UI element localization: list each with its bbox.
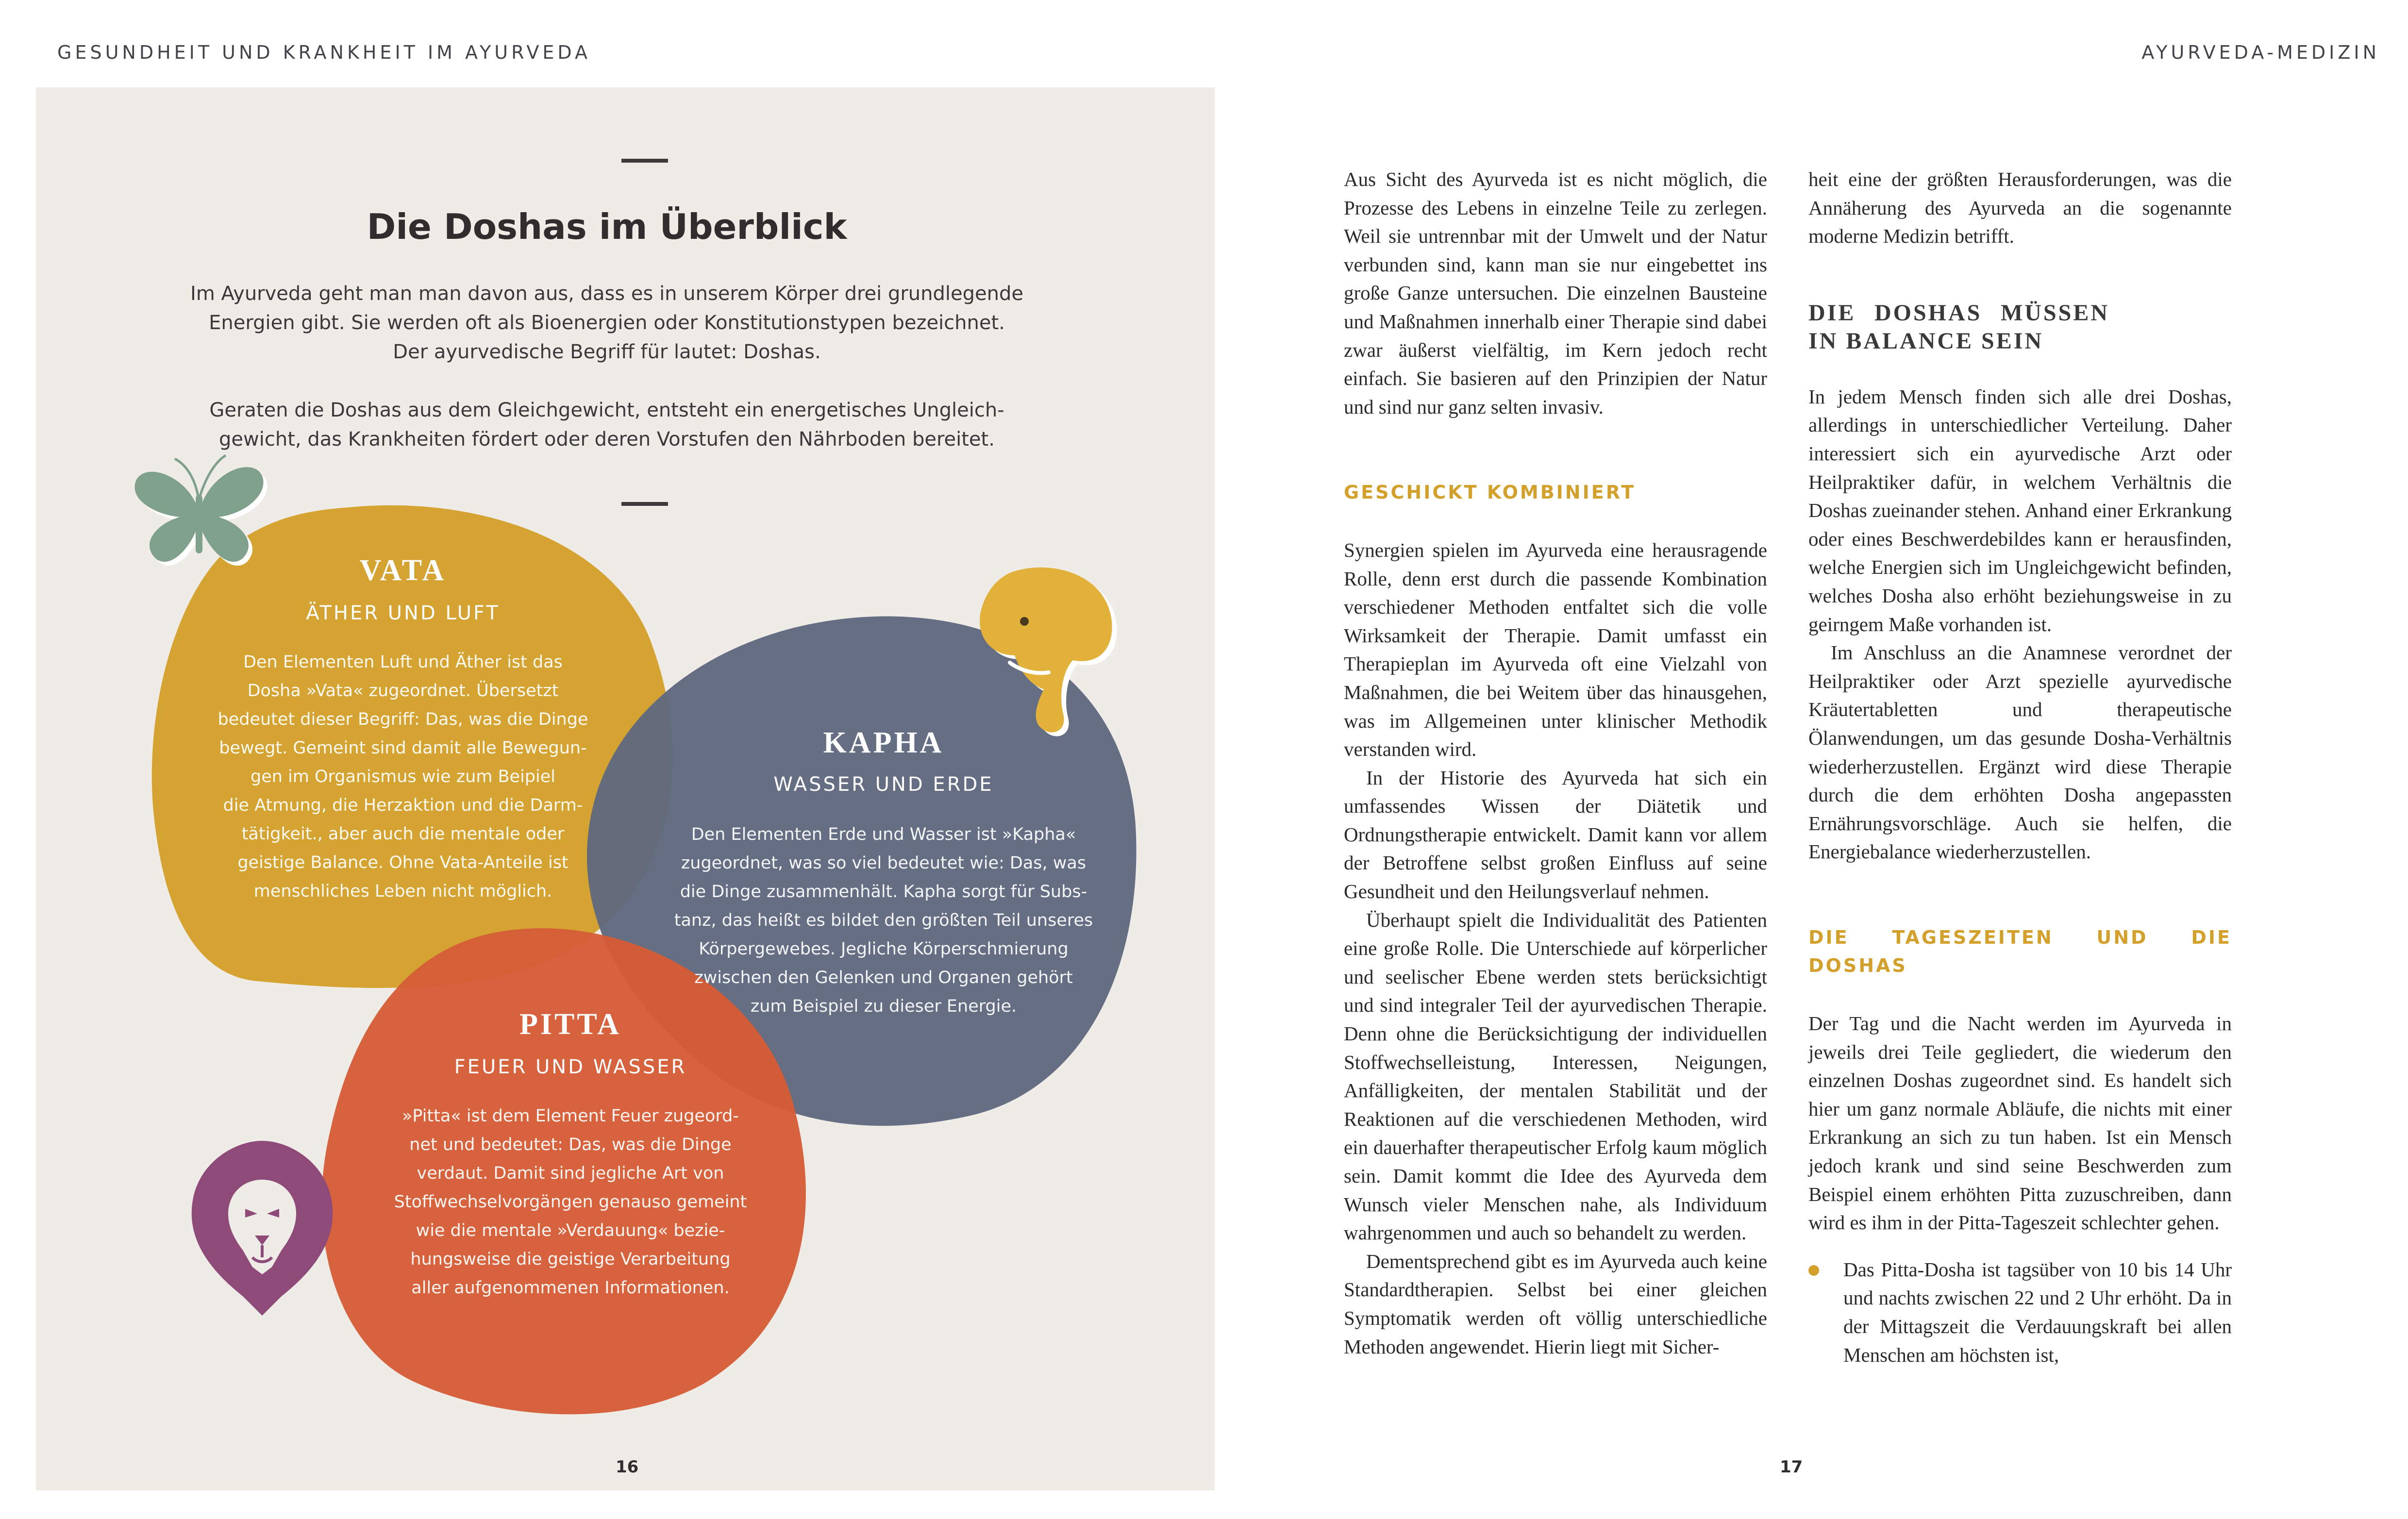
kapha-line: tanz, das heißt es bildet den größten Teil unseres [674, 911, 1093, 930]
kapha-line: zwischen den Gelenken und Organen gehört [694, 968, 1073, 987]
vata-line: bewegt. Gemeint sind damit alle Bewegun- [219, 738, 587, 758]
kapha-line: die Dinge zusammenhält. Kapha sorgt für Subs- [680, 882, 1087, 901]
paragraph: Synergien spielen im Ayurveda eine herausragende Rolle, denn erst durch die passende Kombination verschiedener Methoden entfaltet sich die volle Wirksamkeit der Therapie. Damit umfasst ein Therapieplan im Ayurveda oft eine Vielzahl von Maßnahmen, die bei Weitem über das hinausgehen, was im Allgemeinen unter klinischer Methodik verstanden wird. [1344, 538, 1767, 761]
intro-line: gewicht, das Krankheiten fördert oder deren Vorstufen den Nährboden bereitet. [219, 428, 995, 451]
paragraph: Aus Sicht des Ayurveda ist es nicht möglich, die Prozesse des Lebens in einzelne Teile zu zerlegen. Weil sie untrennbar mit der Umwelt und der Natur verbunden sind, kann man sie nur eingebettet ins große Ganze untersuchen. Die einzelnen Bausteine und Maßnahmen innerhalb einer Therapie sind dabei zwar äußerst vielfältig, im Kern jedoch recht einfach. Sie basieren auf den Prinzipien der Natur und sind nur ganz selten invasiv. [1344, 168, 1767, 418]
intro-line: Der ayurvedische Begriff für lautet: Doshas. [393, 341, 821, 363]
vata-line: bedeutet dieser Begriff: Das, was die Dinge [217, 710, 588, 729]
section-heading-tageszeiten: DIE TAGESZEITEN UND DIE DOSHAS [1808, 926, 2232, 977]
running-head-right: AYURVEDA-MEDIZIN [2141, 42, 2380, 63]
vata-description [160, 648, 646, 906]
paragraph: Im Anschluss an die Anamnese verordnet der Heilpraktiker oder Arzt spezielle ayurvedische Kräutertabletten und therapeutische Ölanwendungen, um das gesunde Dosha-Verhältnis wiederherzustellen. Ergänzt wird diese Therapie durch die dem erhöhten Dosha angepassten Ernährungsvorschläge. Auch sie helfen, die Energiebalance wiederherzustellen. [1808, 641, 2232, 863]
intro-line: Energien gibt. Sie werden oft als Bioenergien oder Konstitutionstypen bezeichnet. [209, 312, 1005, 334]
vata-line: tätigkeit., aber auch die mentale oder [241, 824, 565, 844]
vata-line: die Atmung, die Herzaktion und die Darm- [223, 796, 583, 815]
kapha-elements: WASSER UND ERDE [773, 773, 994, 796]
lion-icon [184, 1136, 340, 1320]
vata-elements: ÄTHER UND LUFT [306, 602, 500, 624]
kapha-line: Körpergewebes. Jegliche Körperschmierung [699, 939, 1069, 959]
kapha-line: zum Beispiel zu dieser Energie. [750, 997, 1017, 1016]
page-number-left: 16 [616, 1457, 639, 1477]
pitta-line: verdaut. Damit sind jegliche Art von [417, 1164, 724, 1183]
vata-line: gen im Organismus wie zum Beipiel [250, 767, 556, 786]
intro-line: Geraten die Doshas aus dem Gleichgewicht, entsteht ein energetisches Ungleich- [209, 399, 1004, 421]
paragraph: In der Historie des Ayurveda hat sich ein umfassendes Wissen der Diätetik und Ordnungstherapie entwickelt. Damit kann vor allem der Betroffene selbst großen Einfluss auf seine Gesundheit und den Heilungsverlauf nehmen. [1344, 766, 1767, 903]
section-heading-kombiniert: GESCHICKT KOMBINIERT [1344, 482, 1636, 503]
pitta-line: hungsweise die geistige Verarbeitung [410, 1250, 731, 1269]
bullet-item [1808, 1255, 2232, 1369]
section-heading-balance: DIE DOSHAS MÜSSEN IN BALANCE SEIN [1808, 300, 2109, 354]
kapha-description [641, 820, 1126, 1021]
intro-line: Im Ayurveda geht man man davon aus, dass es in unserem Körper drei grundlegende [190, 283, 1023, 305]
right-column-2 [1808, 165, 2232, 1369]
vata-line: Den Elementen Luft und Äther ist das [243, 652, 563, 672]
bullet-text: Das Pitta-Dosha ist tagsüber von 10 bis 14 Uhr und nachts zwischen 22 und 2 Uhr erhöht. Da in der Mittagszeit die Verdauungskraft bei allen Menschen am höchsten ist, [1843, 1258, 2232, 1366]
butterfly-icon [126, 447, 272, 592]
bullet-dot-icon [1808, 1265, 1819, 1276]
right-column-1 [1344, 165, 1767, 1361]
paragraph: Überhaupt spielt die Individualität des Patienten eine große Rolle. Die Unterschiede auf körperlicher und seelischer Ebene werden stets berücksichtigt und sind integraler Teil der ayurvedischen Therapie. Denn ohne die Berücksichtigung der individuellen Stoffwechselleistung, Interessen, Neigungen, Anfälligkeiten, der mentalen Stabilität und der Reaktionen auf die verschiedenen Methoden, wird ein dauerhafter therapeutischer Erfolg kaum möglich sein. Damit kommt die Idee des Ayurveda dem Wunsch vieler Menschen nahe, als Individuum wahrgenommen und auch so behandelt zu werden. [1344, 908, 1767, 1244]
pitta-line: »Pitta« ist dem Element Feuer zugeord- [401, 1106, 739, 1126]
paragraph: heit eine der größten Herausforderungen, was die Annäherung des Ayurveda an die sogenannte moderne Medizin betrifft. [1808, 168, 2232, 248]
pitta-elements: FEUER UND WASSER [454, 1056, 687, 1078]
pitta-line: wie die mentale »Verdauung« bezie- [416, 1221, 725, 1240]
paragraph: Der Tag und die Nacht werden im Ayurveda in jeweils drei Teile gegliedert, die wiederum den einzelnen Doshas zugeordnet sind. Es handelt sich hier um ganz normale Abläufe, die nichts mit einer Erkrankung an sich zu tun haben. Ist ein Mensch jedoch krank und sind seine Beschwerden zum Beispiel einem erhöhten Pitta zuzuschreiben, dann wird es ihm in der Pitta-Tageszeit schlechter gehen. [1808, 1012, 2232, 1234]
paragraph: In jedem Mensch finden sich alle drei Doshas, allerdings in unterschiedlicher Verteilung. Daher interessiert sich ein ayurvedische Arzt oder Heilpraktiker dafür, in welchem Verhältnis die Doshas zueinander stehen. Anhand einer Erkrankung oder eines Beschwerdebildes kann er herausfinden, welche Energien sich im Ungleichgewicht befinden, welches Dosha also erhöht beziehungsweise in zu geirngem Maße vorhanden ist. [1808, 385, 2232, 635]
pitta-line: net und bedeutet: Das, was die Dinge [409, 1135, 732, 1154]
kapha-name: KAPHA [823, 726, 944, 759]
pitta-line: aller aufgenommenen Informationen. [411, 1278, 730, 1298]
pitta-description [328, 1102, 813, 1302]
paragraph: Dementsprechend gibt es im Ayurveda auch keine Standardtherapien. Selbst bei einer gleichen Symptomatik werden oft völlig unterschiedliche Methoden angewendet. Hierin liegt mit Sicher- [1344, 1250, 1767, 1358]
kapha-line: zugeordnet, was so viel bedeutet wie: Das, was [681, 853, 1087, 873]
vata-line: menschliches Leben nicht möglich. [253, 882, 552, 901]
running-head-left: GESUNDHEIT UND KRANKHEIT IM AYURVEDA [57, 42, 591, 63]
page-number-right: 17 [1780, 1457, 1803, 1477]
pitta-name: PITTA [519, 1008, 621, 1041]
vata-line: Dosha »Vata« zugeordnet. Übersetzt [247, 681, 559, 701]
page-title: Die Doshas im Überblick [367, 206, 847, 247]
pitta-line: Stoffwechselvorgängen genauso gemeint [394, 1192, 747, 1212]
vata-line: geistige Balance. Ohne Vata-Anteile ist [237, 853, 569, 872]
elephant-icon [952, 553, 1126, 748]
kapha-line: Den Elementen Erde und Wasser ist »Kapha« [691, 825, 1076, 844]
vata-name: VATA [359, 554, 447, 587]
